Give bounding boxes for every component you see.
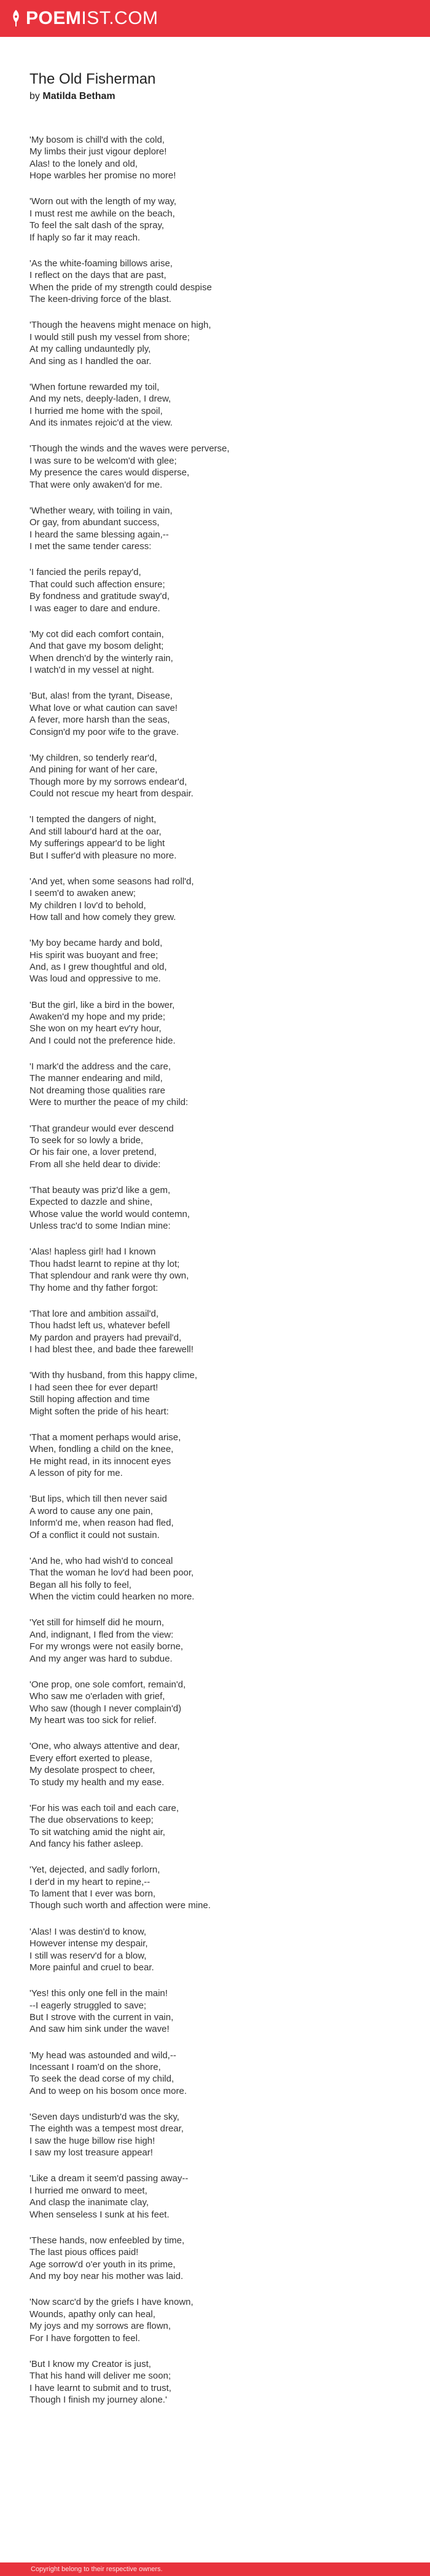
poem-line: 'Now scarc'd by the griefs I have known, — [29, 2297, 194, 2308]
poem-line: That splendour and rank were thy own, — [29, 1270, 189, 1282]
poem-line: 'That grandeur would ever descend — [29, 1123, 174, 1134]
poem-line: But I strove with the current in vain, — [29, 2011, 174, 2023]
poem-line: Thou hadst learnt to repine at thy lot; — [29, 1258, 180, 1269]
poem-line: 'My children, so tenderly rear'd, — [29, 752, 157, 763]
poem-line: To seek for so lowly a bride, — [29, 1135, 144, 1146]
poem-line: He might read, in its innocent eyes — [29, 1456, 171, 1467]
stanza — [29, 319, 401, 367]
poem-line: And my nets, deeply-laden, I drew, — [29, 394, 171, 405]
poem-line: 'Alas! hapless girl! had I known — [29, 1246, 156, 1258]
poem-line: For I have forgotten to feel. — [29, 2332, 141, 2344]
poem-line: 'Though the winds and the waves were perverse, — [29, 443, 230, 454]
stanza — [29, 937, 401, 985]
poem-line: Who saw me o'erladen with grief, — [29, 1691, 165, 1702]
poem-line: Could not rescue my heart from despair. — [29, 788, 194, 799]
poem-line: And still labour'd hard at the oar, — [29, 826, 162, 837]
logo-text-thin: IST.COM — [81, 8, 158, 28]
stanza — [29, 1061, 401, 1109]
poem-line: 'But the girl, like a bird in the bower, — [29, 999, 175, 1010]
poem-line: Not dreaming those qualities rare — [29, 1085, 165, 1096]
stanza — [29, 1802, 401, 1850]
poem-line: The keen-driving force of the blast. — [29, 294, 171, 305]
poem-line: A word to cause any one pain, — [29, 1505, 153, 1516]
poem-line: For my wrongs were not easily borne, — [29, 1641, 184, 1652]
poem-line: 'That a moment perhaps would arise, — [29, 1432, 181, 1443]
poem-line: Thy home and thy father forgot: — [29, 1282, 158, 1293]
poem-line: When the pride of my strength could despise — [29, 282, 212, 293]
poem-line: To sit watching amid the night air, — [29, 1826, 165, 1837]
stanza — [29, 752, 401, 800]
poem-line: The last pious offices paid! — [29, 2247, 139, 2258]
stanza — [29, 2235, 401, 2283]
poem-line: To study my health and my ease. — [29, 1777, 165, 1788]
poem-line: 'That beauty was priz'd like a gem, — [29, 1184, 171, 1195]
stanza — [29, 1432, 401, 1480]
stanza — [29, 1123, 401, 1171]
poem-line: 'For his was each toil and each care, — [29, 1802, 179, 1813]
poem-line: 'My cot did each comfort contain, — [29, 628, 164, 640]
poem-line: 'My bosom is chill'd with the cold, — [29, 135, 165, 145]
poem-line: I watch'd in my vessel at night. — [29, 665, 154, 676]
poem-line: Though such worth and affection were mine. — [29, 1900, 211, 1911]
poem-title: The Old Fisherman — [29, 71, 156, 87]
poem-line: Alas! to the lonely and old, — [29, 158, 138, 169]
poem-line: When senseless I sunk at his feet. — [29, 2209, 170, 2220]
poem-line: Still hoping affection and time — [29, 1394, 150, 1405]
poem-line: I had seen thee for ever depart! — [29, 1382, 158, 1393]
poem-line: And sing as I handled the oar. — [29, 355, 152, 367]
poem-line: Unless trac'd to some Indian mine: — [29, 1221, 171, 1232]
poem-line: Who saw (though I never complain'd) — [29, 1703, 182, 1714]
poem-line: Or gay, from abundant success, — [29, 517, 160, 528]
poem-line: To seek the dead corse of my child, — [29, 2074, 174, 2085]
poem-line: From all she held dear to divide: — [29, 1159, 161, 1170]
poem-line: I heard the same blessing again,-- — [29, 529, 169, 540]
poem-line: When the victim could hearken no more. — [29, 1591, 195, 1603]
poem-line: 'But, alas! from the tyrant, Disease, — [29, 691, 173, 702]
stanza — [29, 1987, 401, 2035]
poem-line: Or his fair one, a lover pretend, — [29, 1147, 157, 1158]
poem-line: Was loud and oppressive to me. — [29, 973, 161, 985]
poem-line: Hope warbles her promise no more! — [29, 170, 176, 181]
poem-line: 'And yet, when some seasons had roll'd, — [29, 876, 194, 887]
poem-line: 'Whether weary, with toiling in vain, — [29, 505, 173, 516]
poem-line: What love or what caution can save! — [29, 702, 178, 713]
byline-prefix: by — [29, 91, 40, 101]
poem-line: When, fondling a child on the knee, — [29, 1444, 174, 1455]
poem-line: 'I mark'd the address and the care, — [29, 1061, 171, 1072]
stanza — [29, 443, 401, 491]
poem-line: 'These hands, now enfeebled by time, — [29, 2235, 185, 2246]
poem-line: Wounds, apathy only can heal, — [29, 2308, 155, 2320]
poem-line: My limbs their just vigour deplore! — [29, 146, 167, 157]
stanza — [29, 628, 401, 676]
stanza — [29, 1555, 401, 1603]
stanza — [29, 196, 401, 244]
poem-line: Incessant I roam'd on the shore, — [29, 2061, 161, 2072]
poem-line: And that gave my bosom delight; — [29, 641, 164, 652]
poem-line: To feel the salt dash of the spray, — [29, 220, 165, 231]
poem-line: That were only awaken'd for me. — [29, 479, 163, 490]
stanza — [29, 1369, 401, 1417]
poem-line: I was eager to dare and endure. — [29, 603, 160, 614]
poem-line: My desolate prospect to cheer, — [29, 1765, 155, 1776]
poem-line: His spirit was buoyant and free; — [29, 949, 158, 961]
poem-line: I must rest me awhile on the beach, — [29, 208, 175, 219]
poem-line: 'When fortune rewarded my toil, — [29, 381, 160, 392]
poem-line: Thou hadst left us, whatever befell — [29, 1320, 170, 1331]
poem-line: And fancy his father asleep. — [29, 1839, 144, 1850]
poem-line: And I could not the preference hide. — [29, 1035, 176, 1046]
poem-line: Though more by my sorrows endear'd, — [29, 776, 187, 787]
poem-line: The manner endearing and mild, — [29, 1073, 163, 1084]
poem-line: 'Yes! this only one fell in the main! — [29, 1988, 168, 1999]
stanza — [29, 1308, 401, 1356]
stanza — [29, 2050, 401, 2098]
poem-line: I have learnt to submit and to trust, — [29, 2382, 171, 2393]
poem-line: I met the same tender caress: — [29, 541, 152, 552]
poem-line: My sufferings appear'd to be light — [29, 838, 165, 849]
poem-line: 'My boy became hardy and bold, — [29, 938, 163, 949]
poem-line: Awaken'd my hope and my pride; — [29, 1012, 166, 1023]
poem-line: At my calling undauntedly ply, — [29, 344, 151, 355]
poem-line: And my anger was hard to subdue. — [29, 1653, 173, 1664]
poem-line: 'But lips, which till then never said — [29, 1494, 167, 1505]
stanza — [29, 1740, 401, 1788]
poem-line: Began all his folly to feel, — [29, 1579, 131, 1590]
poem-line: That his hand will deliver me soon; — [29, 2371, 171, 2382]
stanza — [29, 2296, 401, 2344]
poem-line: 'But I know my Creator is just, — [29, 2358, 151, 2369]
poem-line: 'Though the heavens might menace on high, — [29, 320, 211, 331]
stanza — [29, 814, 401, 862]
poem-line: 'That lore and ambition assail'd, — [29, 1308, 159, 1319]
stanza — [29, 2173, 401, 2221]
poem-line: --I eagerly struggled to save; — [29, 2000, 147, 2011]
stanza — [29, 876, 401, 924]
stanza — [29, 2111, 401, 2159]
poem-line: If haply so far it may reach. — [29, 232, 141, 243]
poem-line: My pardon and prayers had prevail'd, — [29, 1332, 182, 1343]
stanza — [29, 1617, 401, 1665]
poem-line: I seem'd to awaken anew; — [29, 888, 136, 899]
poem-line: To lament that I ever was born, — [29, 1888, 156, 1900]
poem-line: Inform'd me, when reason had fled, — [29, 1518, 174, 1529]
poem-byline — [29, 90, 115, 103]
poem-line: And clasp the inanimate clay, — [29, 2197, 149, 2208]
stanza — [29, 1184, 401, 1232]
poem-line: That could such affection ensure; — [29, 579, 165, 590]
poem-line: And pining for want of her care, — [29, 764, 158, 775]
poem-line: I hurried me onward to meet, — [29, 2185, 147, 2196]
stanza — [29, 566, 401, 614]
poem-line: My children I lov'd to behold, — [29, 900, 146, 911]
stanza — [29, 1864, 401, 1912]
poem-line: 'Alas! I was destin'd to know, — [29, 1926, 146, 1937]
poem-line: I saw my lost treasure appear! — [29, 2147, 153, 2158]
poem-line: The due observations to keep; — [29, 1815, 154, 1826]
logo-text-bold: POEM — [26, 8, 82, 28]
stanza — [29, 2358, 401, 2406]
poem-line: And its inmates rejoic'd at the view. — [29, 418, 173, 429]
poem-line: Were to murther the peace of my child: — [29, 1097, 189, 1108]
poem-line: A lesson of pity for me. — [29, 1468, 123, 1479]
poem-line: 'Like a dream it seem'd passing away-- — [29, 2173, 189, 2184]
poem-line: 'Yet still for himself did he mourn, — [29, 1617, 165, 1628]
poem-line: Age sorrow'd o'er youth in its prime, — [29, 2259, 176, 2270]
poem-line: 'One, who always attentive and dear, — [29, 1741, 180, 1752]
poem-line: 'Seven days undisturb'd was the sky, — [29, 2112, 179, 2122]
stanza — [29, 1926, 401, 1974]
poem-line: I would still push my vessel from shore; — [29, 331, 190, 343]
quill-pen-icon — [11, 10, 21, 27]
poem-line: And my boy near his mother was laid. — [29, 2271, 184, 2282]
poem-line: By fondness and gratitude sway'd, — [29, 591, 170, 602]
poem-line: Expected to dazzle and shine, — [29, 1197, 153, 1208]
poem-line: My presence the cares would disperse, — [29, 467, 190, 478]
poem-line: I had blest thee, and bade thee farewell! — [29, 1344, 194, 1355]
stanza — [29, 1679, 401, 1727]
poem-line: I reflect on the days that are past, — [29, 270, 166, 281]
author-link[interactable]: Matilda Betham — [42, 91, 115, 101]
stanza — [29, 258, 401, 306]
poem-line: My joys and my sorrows are flown, — [29, 2321, 171, 2332]
poem-line: I was sure to be welcom'd with glee; — [29, 455, 177, 466]
poem-line: 'One prop, one sole comfort, remain'd, — [29, 1679, 186, 1690]
site-header — [0, 0, 430, 37]
poem-line: Every effort exerted to please, — [29, 1753, 152, 1764]
poem-line: Consign'd my poor wife to the grave. — [29, 726, 179, 737]
poem-line: However intense my despair, — [29, 1938, 148, 1949]
poem-body — [29, 134, 401, 2420]
poem-line: 'Worn out with the length of my way, — [29, 196, 177, 207]
site-footer — [0, 2562, 430, 2576]
poem-line: 'And he, who had wish'd to conceal — [29, 1555, 173, 1566]
poem-line: How tall and how comely they grew. — [29, 911, 176, 922]
site-logo[interactable] — [11, 9, 158, 28]
poem-line: Of a conflict it could not sustain. — [29, 1529, 160, 1540]
poem-line: 'With thy husband, from this happy clime, — [29, 1370, 197, 1381]
poem-line: She won on my heart ev'ry hour, — [29, 1023, 162, 1034]
poem-line: I der'd in my heart to repine,-- — [29, 1876, 150, 1887]
poem-line: More painful and cruel to bear. — [29, 1962, 154, 1973]
stanza — [29, 134, 401, 182]
poem-line: The eighth was a tempest most drear, — [29, 2123, 184, 2134]
poem-line: 'Yet, dejected, and sadly forlorn, — [29, 1865, 160, 1876]
poem-line: That the woman he lov'd had been poor, — [29, 1567, 194, 1579]
poem-line: 'My head was astounded and wild,-- — [29, 2050, 176, 2061]
poem-line: Whose value the world would contemn, — [29, 1208, 190, 1219]
stanza — [29, 999, 401, 1047]
poem-line: 'I fancied the perils repay'd, — [29, 567, 141, 578]
poem-line: I saw the huge billow rise high! — [29, 2135, 155, 2146]
copyright-text: Copyright belong to their respective owners. — [31, 2566, 163, 2573]
poem-line: And to weep on his bosom once more. — [29, 2085, 187, 2096]
poem-line: But I suffer'd with pleasure no more. — [29, 850, 177, 861]
stanza — [29, 505, 401, 553]
poem-line: 'I tempted the dangers of night, — [29, 814, 157, 825]
poem-line: I hurried me home with the spoil, — [29, 405, 163, 416]
logo-text — [26, 9, 158, 28]
poem-line: When drench'd by the winterly rain, — [29, 652, 173, 664]
poem-line: And saw him sink under the wave! — [29, 2024, 170, 2035]
poem-line: I still was reserv'd for a blow, — [29, 1950, 147, 1961]
poem-line: A fever, more harsh than the seas, — [29, 715, 170, 726]
poem-line: Might soften the pride of his heart: — [29, 1406, 169, 1417]
stanza — [29, 381, 401, 429]
poem-line: My heart was too sick for relief. — [29, 1715, 157, 1726]
stanza — [29, 1493, 401, 1541]
stanza — [29, 1246, 401, 1294]
poem-line: Though I finish my journey alone.' — [29, 2395, 167, 2406]
poem-line: And, as I grew thoughtful and old, — [29, 962, 167, 972]
stanza — [29, 690, 401, 738]
poem-line: 'As the white-foaming billows arise, — [29, 258, 173, 269]
poem-line: And, indignant, I fled from the view: — [29, 1629, 174, 1640]
